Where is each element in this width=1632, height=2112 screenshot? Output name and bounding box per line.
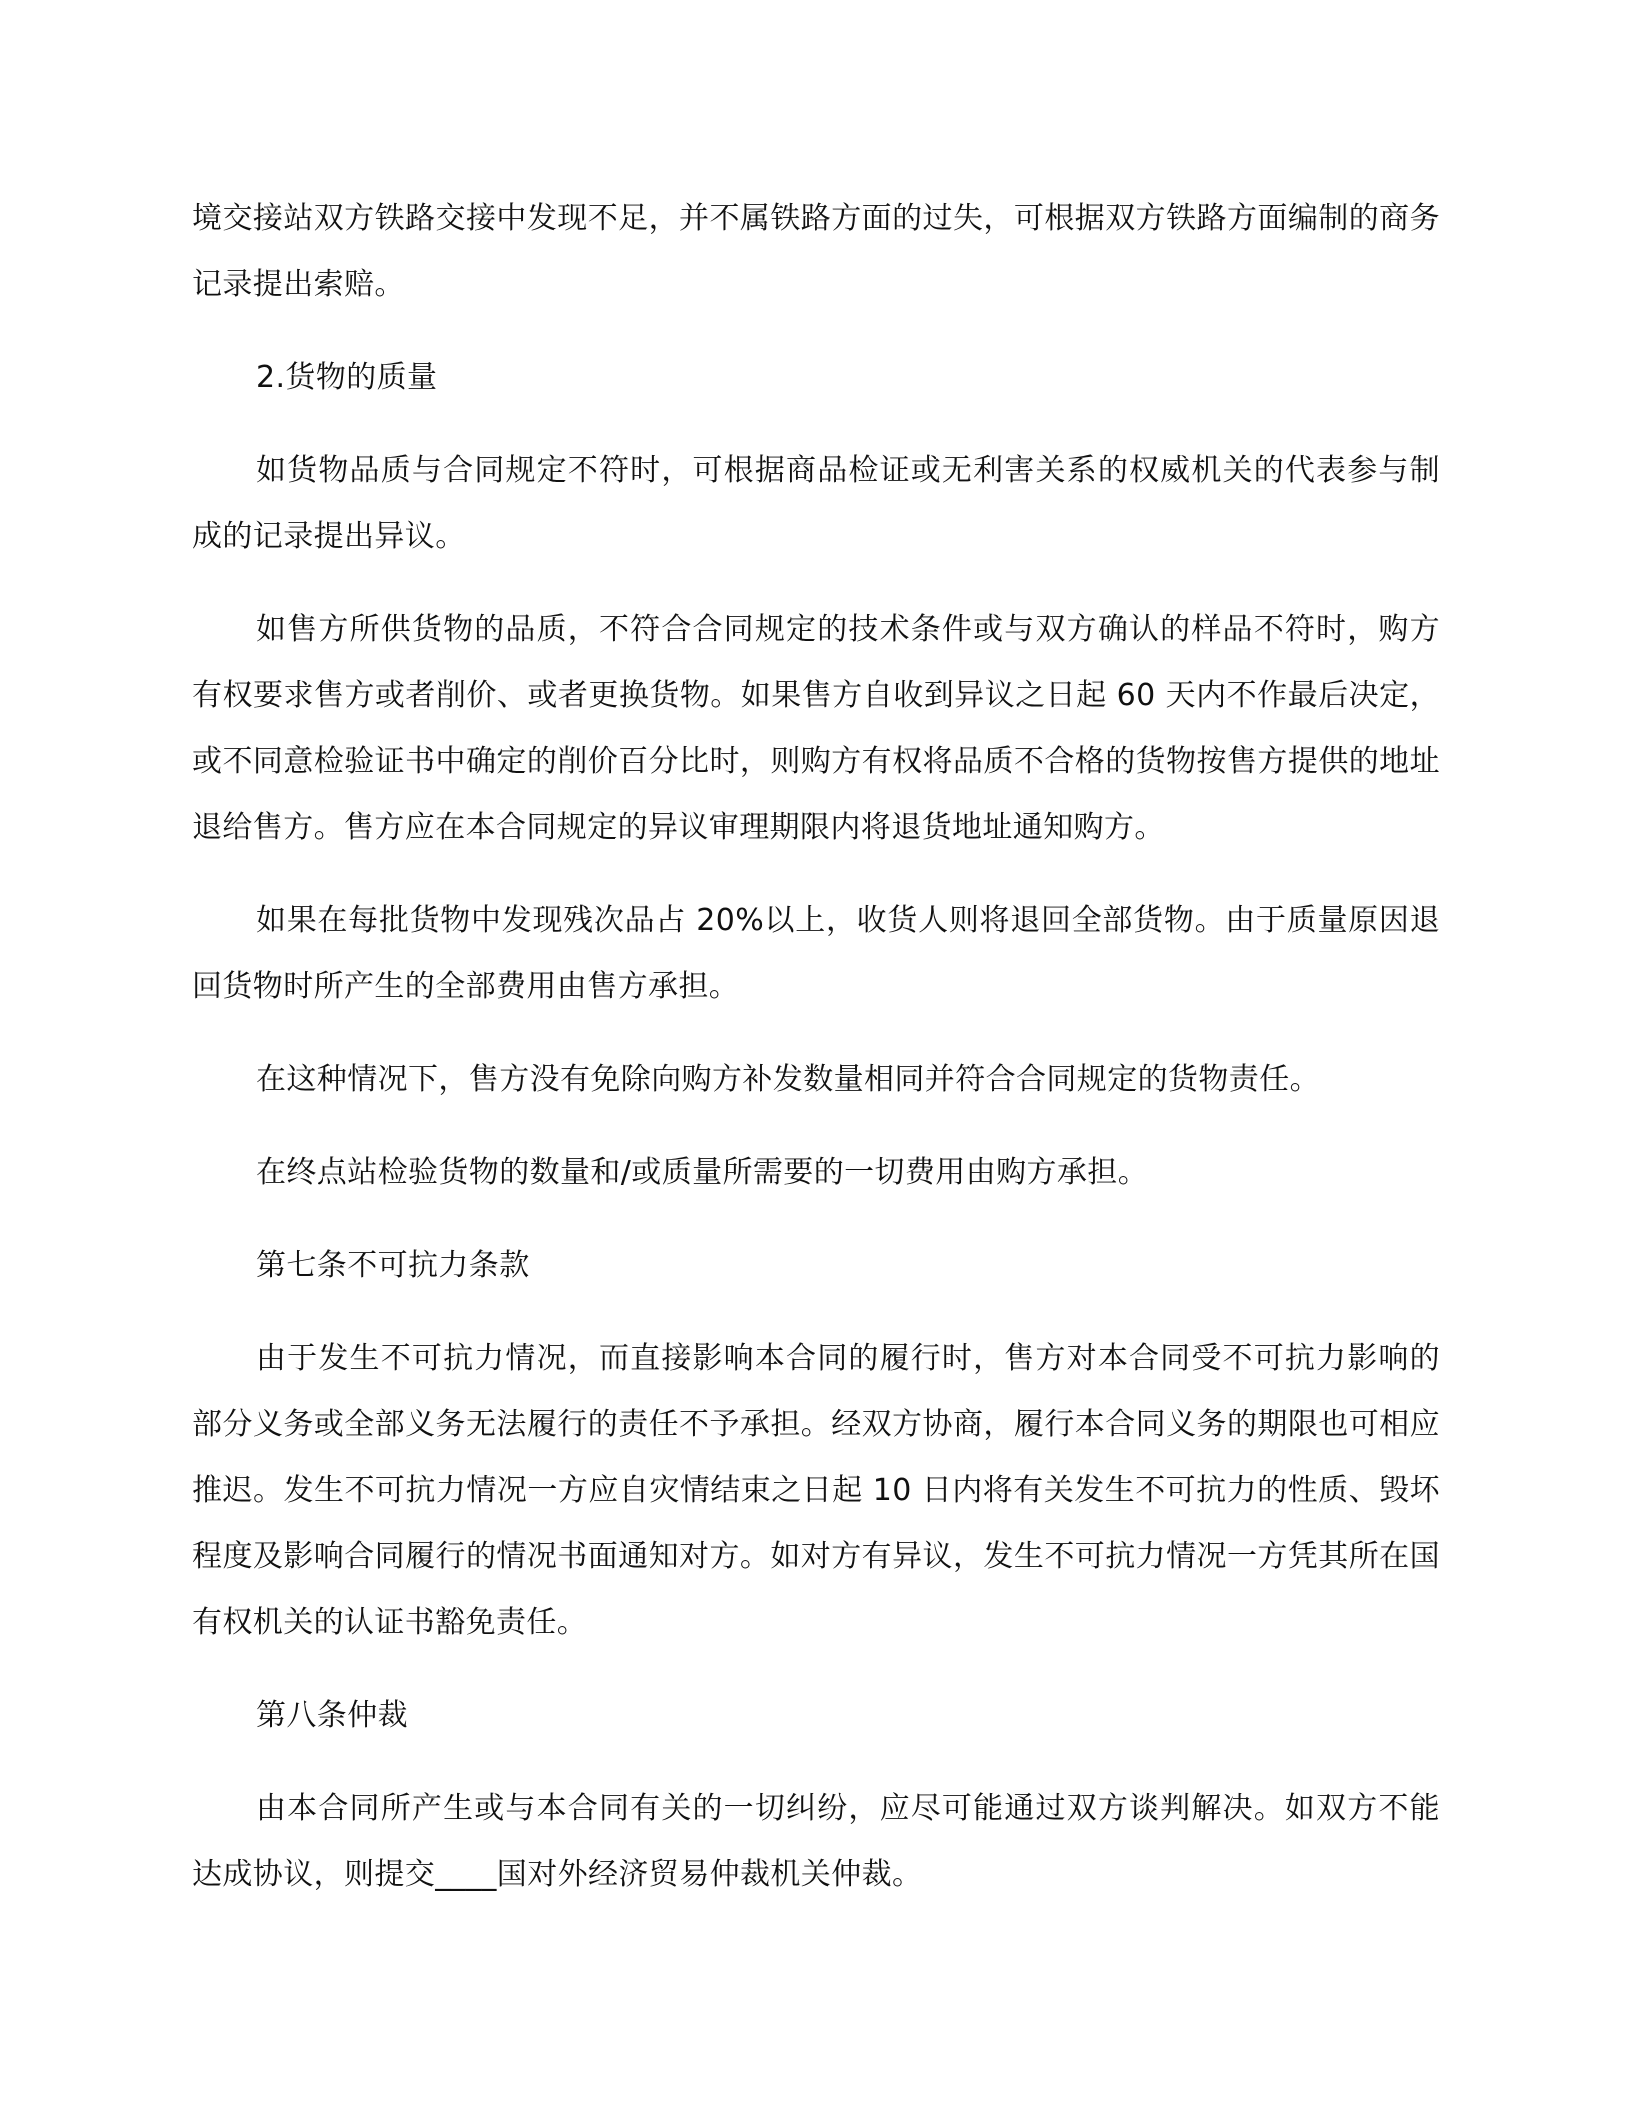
paragraph-quality-remedy: 如售方所供货物的品质，不符合合同规定的技术条件或与双方确认的样品不符时，购方有权要求售方或者削价、或者更换货物。如果售方自收到异议之日起 60 天内不作最后决定，或不同意检验证书中确定的削价百分比时，则购方有权将品质不合格的货物按售方提供的地址退给售方。售方应在本合同规定的异议审理期限内将退货地址通知购方。 — [192, 612, 1440, 845]
paragraph-inspection-cost: 在终点站检验货物的数量和/或质量所需要的一切费用由购方承担。 — [256, 1155, 1149, 1190]
paragraph-arbitration: 由本合同所产生或与本合同有关的一切纠纷，应尽可能通过双方谈判解决。如双方不能达成协议，则提交____国对外经济贸易仲裁机关仲裁。 — [192, 1791, 1440, 1892]
heading-goods-quality: 2.货物的质量 — [256, 360, 438, 395]
paragraph-quality-objection: 如货物品质与合同规定不符时，可根据商品检证或无利害关系的权威机关的代表参与制成的记录提出异议。 — [192, 453, 1440, 554]
heading-article-8: 第八条仲裁 — [256, 1698, 408, 1733]
paragraph-seller-liability: 在这种情况下，售方没有免除向购方补发数量相同并符合合同规定的货物责任。 — [256, 1062, 1320, 1097]
paragraph-force-majeure: 由于发生不可抗力情况，而直接影响本合同的履行时，售方对本合同受不可抗力影响的部分义务或全部义务无法履行的责任不予承担。经双方协商，履行本合同义务的期限也可相应推迟。发生不可抗力情况一方应自灾情结束之日起 10 日内将有关发生不可抗力的性质、毁坏程度及影响合同履行的情况书面通知对方。如对方有异议，发生不可抗力情况一方凭其所在国有权机关的认证书豁免责任。 — [192, 1341, 1440, 1640]
document-body — [192, 186, 1440, 1935]
heading-article-7: 第七条不可抗力条款 — [256, 1248, 530, 1283]
paragraph-continuation: 境交接站双方铁路交接中发现不足，并不属铁路方面的过失，可根据双方铁路方面编制的商务记录提出索赔。 — [192, 201, 1440, 302]
paragraph-defective-return: 如果在每批货物中发现残次品占 20%以上，收货人则将退回全部货物。由于质量原因退回货物时所产生的全部费用由售方承担。 — [192, 903, 1440, 1004]
